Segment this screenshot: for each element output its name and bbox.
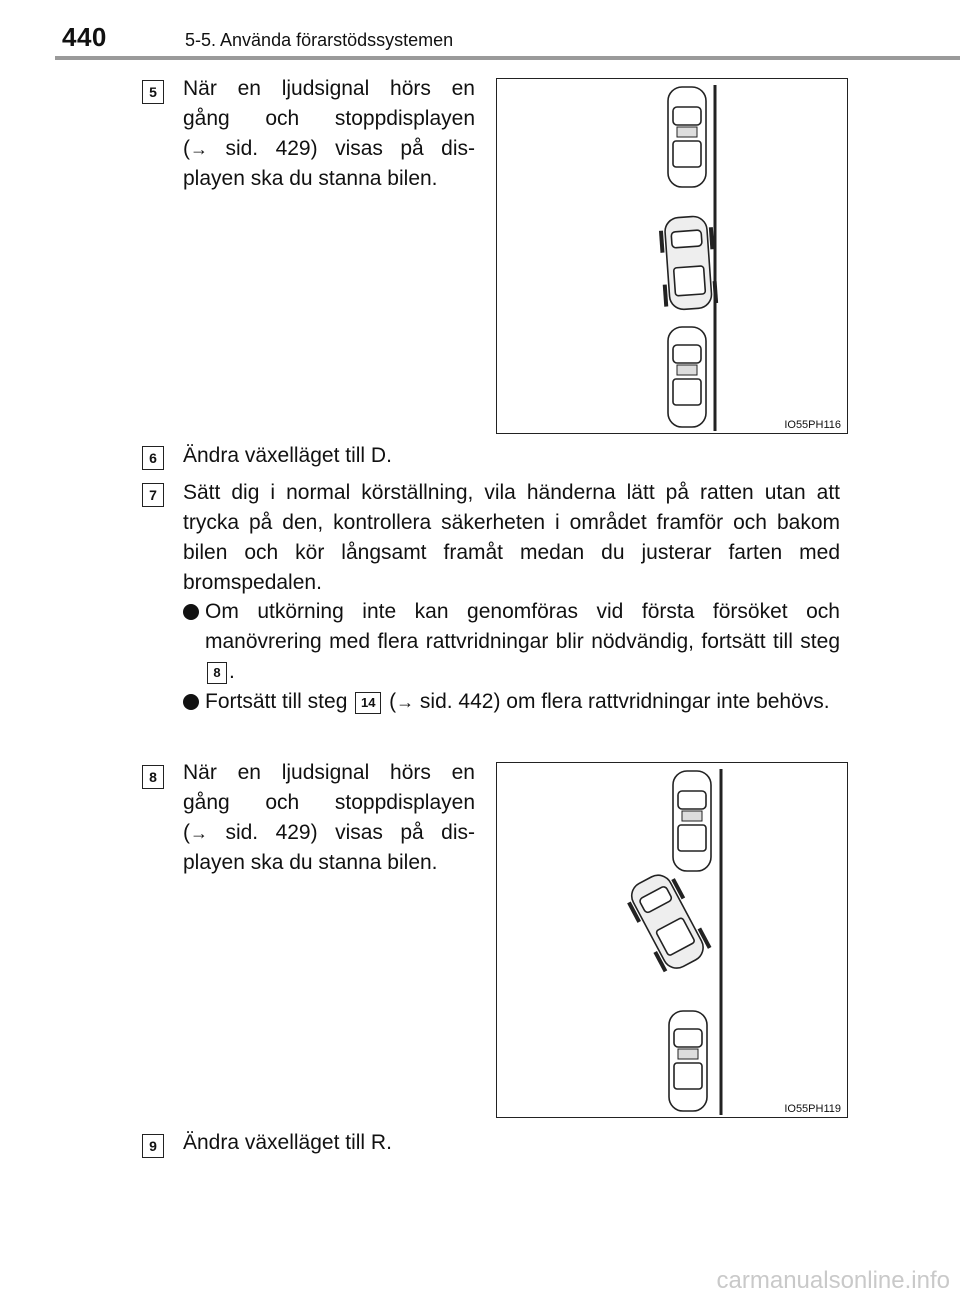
step-8-line (183, 818, 475, 848)
step-5-line: playen ska du stanna bilen. (183, 167, 438, 190)
step-5-line: När en ljudsignal hörs en (183, 77, 475, 100)
figure-label: IO55PH116 (784, 419, 841, 431)
step-8-line-end: visas på dis- (335, 821, 475, 844)
step-badge-8: 8 (142, 765, 164, 789)
step-6-text: Ändra växelläget till D. (183, 444, 392, 467)
arrow-icon: → (396, 692, 415, 712)
figure-label: IO55PH119 (784, 1103, 841, 1115)
step-5-line (183, 134, 475, 164)
step-8-line: När en ljudsignal hörs en (183, 761, 475, 784)
step-8-line: playen ska du stanna bilen. (183, 851, 438, 874)
step-5-line-end: visas på dis- (335, 137, 475, 160)
step-8-line: gång och stoppdisplayen (183, 791, 475, 814)
step-badge-9: 9 (142, 1134, 164, 1158)
paren: ( (389, 690, 397, 713)
bullet-1-end: . (229, 660, 235, 683)
paren: ( (183, 137, 190, 160)
step-badge-6: 6 (142, 446, 164, 470)
header-rule (55, 56, 960, 60)
step-badge-5: 5 (142, 80, 164, 104)
step-ref-8[interactable]: 8 (207, 662, 227, 684)
page-ref-link[interactable]: sid. 429) (225, 821, 318, 844)
step-7-text: Sätt dig i normal körställning, vila händerna lätt på ratten utan att trycka på den, kontrollera säkerheten i området framför och bakom bilen och kör långsamt framåt medan du justerar farten med bromspedalen. (183, 481, 840, 594)
bullet-icon (183, 694, 199, 710)
watermark: carmanualsonline.info (716, 1267, 950, 1294)
bullet-item (183, 687, 840, 717)
parking-diagram-2 (497, 763, 846, 1116)
step-badge-7: 7 (142, 483, 164, 507)
page-number: 440 (62, 22, 107, 52)
bullet-icon (183, 604, 199, 620)
parking-diagram-1 (497, 79, 846, 432)
step-5-text (183, 74, 475, 194)
figure-parking-exit-1 (496, 78, 848, 434)
step-ref-14[interactable]: 14 (355, 692, 381, 714)
arrow-icon: → (190, 139, 208, 159)
paren: ( (183, 821, 190, 844)
step-8-text (183, 758, 475, 878)
figure-parking-exit-2 (496, 762, 848, 1118)
page-ref-link[interactable]: sid. 442) om flera rattvridningar inte behövs. (419, 690, 830, 713)
step-5-line: gång och stoppdisplayen (183, 107, 475, 130)
bullet-1-text: Om utkörning inte kan genomföras vid första försöket och manövrering med flera rattvridningar blir nödvändig, fortsätt till steg (205, 600, 840, 653)
arrow-icon: → (190, 823, 208, 843)
bullet-text (205, 597, 840, 687)
step-9-text: Ändra växelläget till R. (183, 1131, 392, 1154)
section-title: 5-5. Använda förarstödssystemen (185, 30, 454, 50)
bullet-text (205, 687, 840, 717)
bullet-2-pre: Fortsätt till steg (205, 690, 348, 713)
bullet-item (183, 597, 840, 687)
page-header (0, 0, 960, 60)
page-ref-link[interactable]: sid. 429) (225, 137, 318, 160)
